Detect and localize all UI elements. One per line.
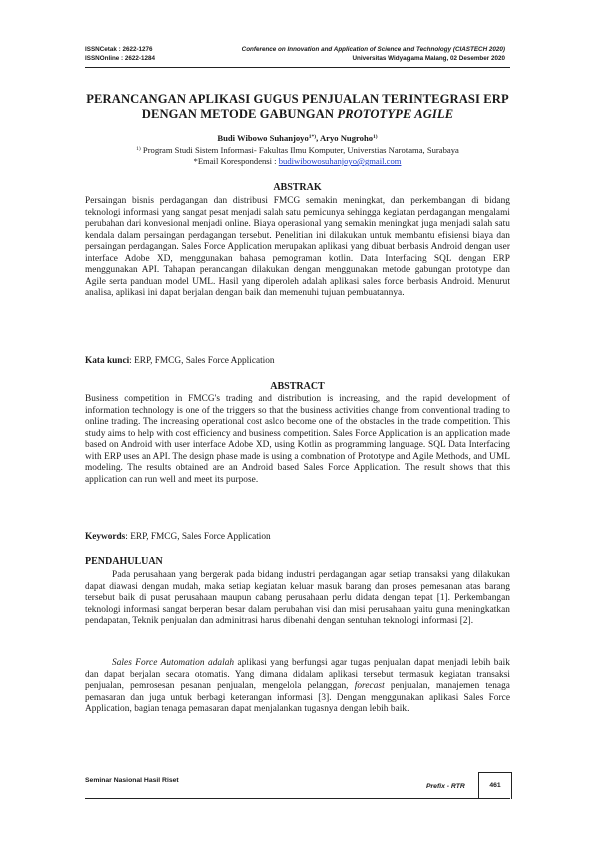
title-line-2-italic: PROTOTYPE AGILE <box>337 107 454 121</box>
title-line-2 <box>85 107 510 122</box>
pendahuluan-heading: PENDAHULUAN <box>85 556 163 567</box>
abstract-heading: ABSTRACT <box>270 381 325 392</box>
author-1: Budi Wibowo Suhanjoyo <box>217 133 309 143</box>
kata-kunci-values: : ERP, FMCG, Sales Force Application <box>129 356 275 366</box>
issn-print: ISSNCetak : 2622-1276 <box>85 46 153 53</box>
email-link[interactable]: budiwibowosuhanjoyo@gmail.com <box>278 156 402 166</box>
affiliation-text: Program Studi Sistem Informasi- Fakultas Ilmu Komputer, Universtias Narotama, Surabaya <box>140 144 459 155</box>
author-separator: , <box>316 133 320 143</box>
kata-kunci-label: Kata kunci <box>85 356 130 366</box>
footer-seminar: Seminar Nasional Hasil Riset <box>85 777 179 784</box>
title-line-1: PERANCANGAN APLIKASI GUGUS PENJUALAN TERINTEGRASI ERP <box>86 92 509 106</box>
abstrak-body: Persaingan bisnis perdagangan dan distribusi FMCG semakin meningkat, dan perkembangan di bidang teknologi informasi yang sangat pesat menjadi salah satu pemicunya sehingga kegiatan perdagangan mengalami perubahan dari konvesional menjadi online. Biaya operasional yang semakin meningkat juga menjadi salah satu kendala dalam persaingan perdagangan tersebut. Penelitian ini dilakukan untuk membantu efisiensi biaya dan persaingan perdagangan. Sales Force Application merupakan aplikasi yang dibuat berbasis Android dengan user interface Adobe XD, menggunakan bahasa pemograman kotlin. Data Interfacing SQL dengan ERP menggunakan API. Tahapan perancangan dilakukan dengan menggunakan metode gabungan prototype dan Agile serta panduan model UML. Hasil yang diperoleh adalah aplikasi sales force berbasis Android. Menurut analisa, aplikasi ini dapat berjalan dengan baik dan memenuhi tujuan pembuatannya. <box>85 196 510 299</box>
abstrak-heading: ABSTRAK <box>273 182 322 193</box>
conference-venue: Universitas Widyagama Malang, 02 Desember 2020 <box>352 55 505 63</box>
kata-kunci <box>85 355 510 367</box>
header-rule <box>85 67 510 68</box>
affiliation <box>85 145 510 157</box>
para-2-italic-forecast: forecast <box>354 681 385 692</box>
para-2-text-a: aplikasi yang berfungsi agar tugas penjualan dapat menjadi lebih baik dan dapat berjalan secara otomatis. Yang dimana didalam aplikasi tersebut termasuk kegiatan transaksi penjualan, pemrosesan pesanan penjualan, mengelola pelanggan, <box>85 658 510 692</box>
keywords-values: : ERP, FMCG, Sales Force Application <box>125 532 271 542</box>
affiliation-mark: 1) <box>136 145 141 152</box>
keywords-label: Keywords <box>85 532 126 542</box>
author-2: Aryo Nugroho <box>319 133 374 143</box>
keywords <box>85 531 510 543</box>
page-number: 461 <box>478 772 512 799</box>
title-line-2-plain: DENGAN METODE GABUNGAN <box>141 107 338 121</box>
conference-block <box>242 45 505 63</box>
footer-rule <box>85 798 510 799</box>
conference-name: Conference on Innovation and Application of Science and Technology (CIASTECH 2020) <box>241 46 505 53</box>
para-2-italic-lead: Sales Force Automation adalah <box>112 658 235 668</box>
footer-prefix: Prefix - RTR <box>426 783 465 790</box>
author-block <box>85 133 510 168</box>
pendahuluan-para-2 <box>85 658 510 716</box>
issn-block <box>85 45 155 63</box>
author-2-mark: 1) <box>373 134 378 140</box>
abstract-body: Business competition in FMCG's trading and distribution is increasing, and the rapid development of information technology is one of the triggers so that the business activities change from conventional trading to online trading. The increasing operational cost aslco become one of the obstacles in the trade competition. This study aims to help with cost efficiency and business competition. Sales Force Application is an application made based on Android with user interface Adobe XD, using Kotlin as programming language. SQL Data Interfacing with ERP uses an API. The design phase made is using a combnation of Prototype and Agile Methods, and UML modeling. The results obtained are an Android based Sales Force Application. The result shows that this application can run well and meet its purpose. <box>85 394 510 485</box>
author-1-mark: 1*) <box>308 134 317 140</box>
email-label: *Email Korespondensi : <box>193 156 279 166</box>
author-names <box>85 133 510 145</box>
pendahuluan-para-1: Pada perusahaan yang bergerak pada bidang industri perdagangan agar setiap transaksi yang dilakukan dapat diawasi dengan mudah, maka setiap kegiatan keluar masuk barang dan proses pemesanan atas barang tersebut baik di pusat perusahaan maupun cabang perusahaan perlu didata dengan tepat [1]. Perkembangan teknologi informasi sangat berperan besar dalam perubahan visi dan misi perusahaan yaitu guna meningkatkan pendapatan, Teknik penjualan dan adminitrasi harus dibenahi dengan sentuhan teknologi informasi [2]. <box>85 570 510 627</box>
correspondence <box>85 156 510 168</box>
para-2-text-b: penjualan, manajemen tenaga pemasaran dan juga untuk berbagi keterangan informasi [3]. Dengan menggunakan aplikasi Sales Force Application, bagian tenaga pemasaran dapat menjalankan tugasnya dengan lebih baik. <box>85 681 510 715</box>
paper-title <box>85 92 510 122</box>
issn-online: ISSNOnline : 2622-1284 <box>85 55 155 63</box>
